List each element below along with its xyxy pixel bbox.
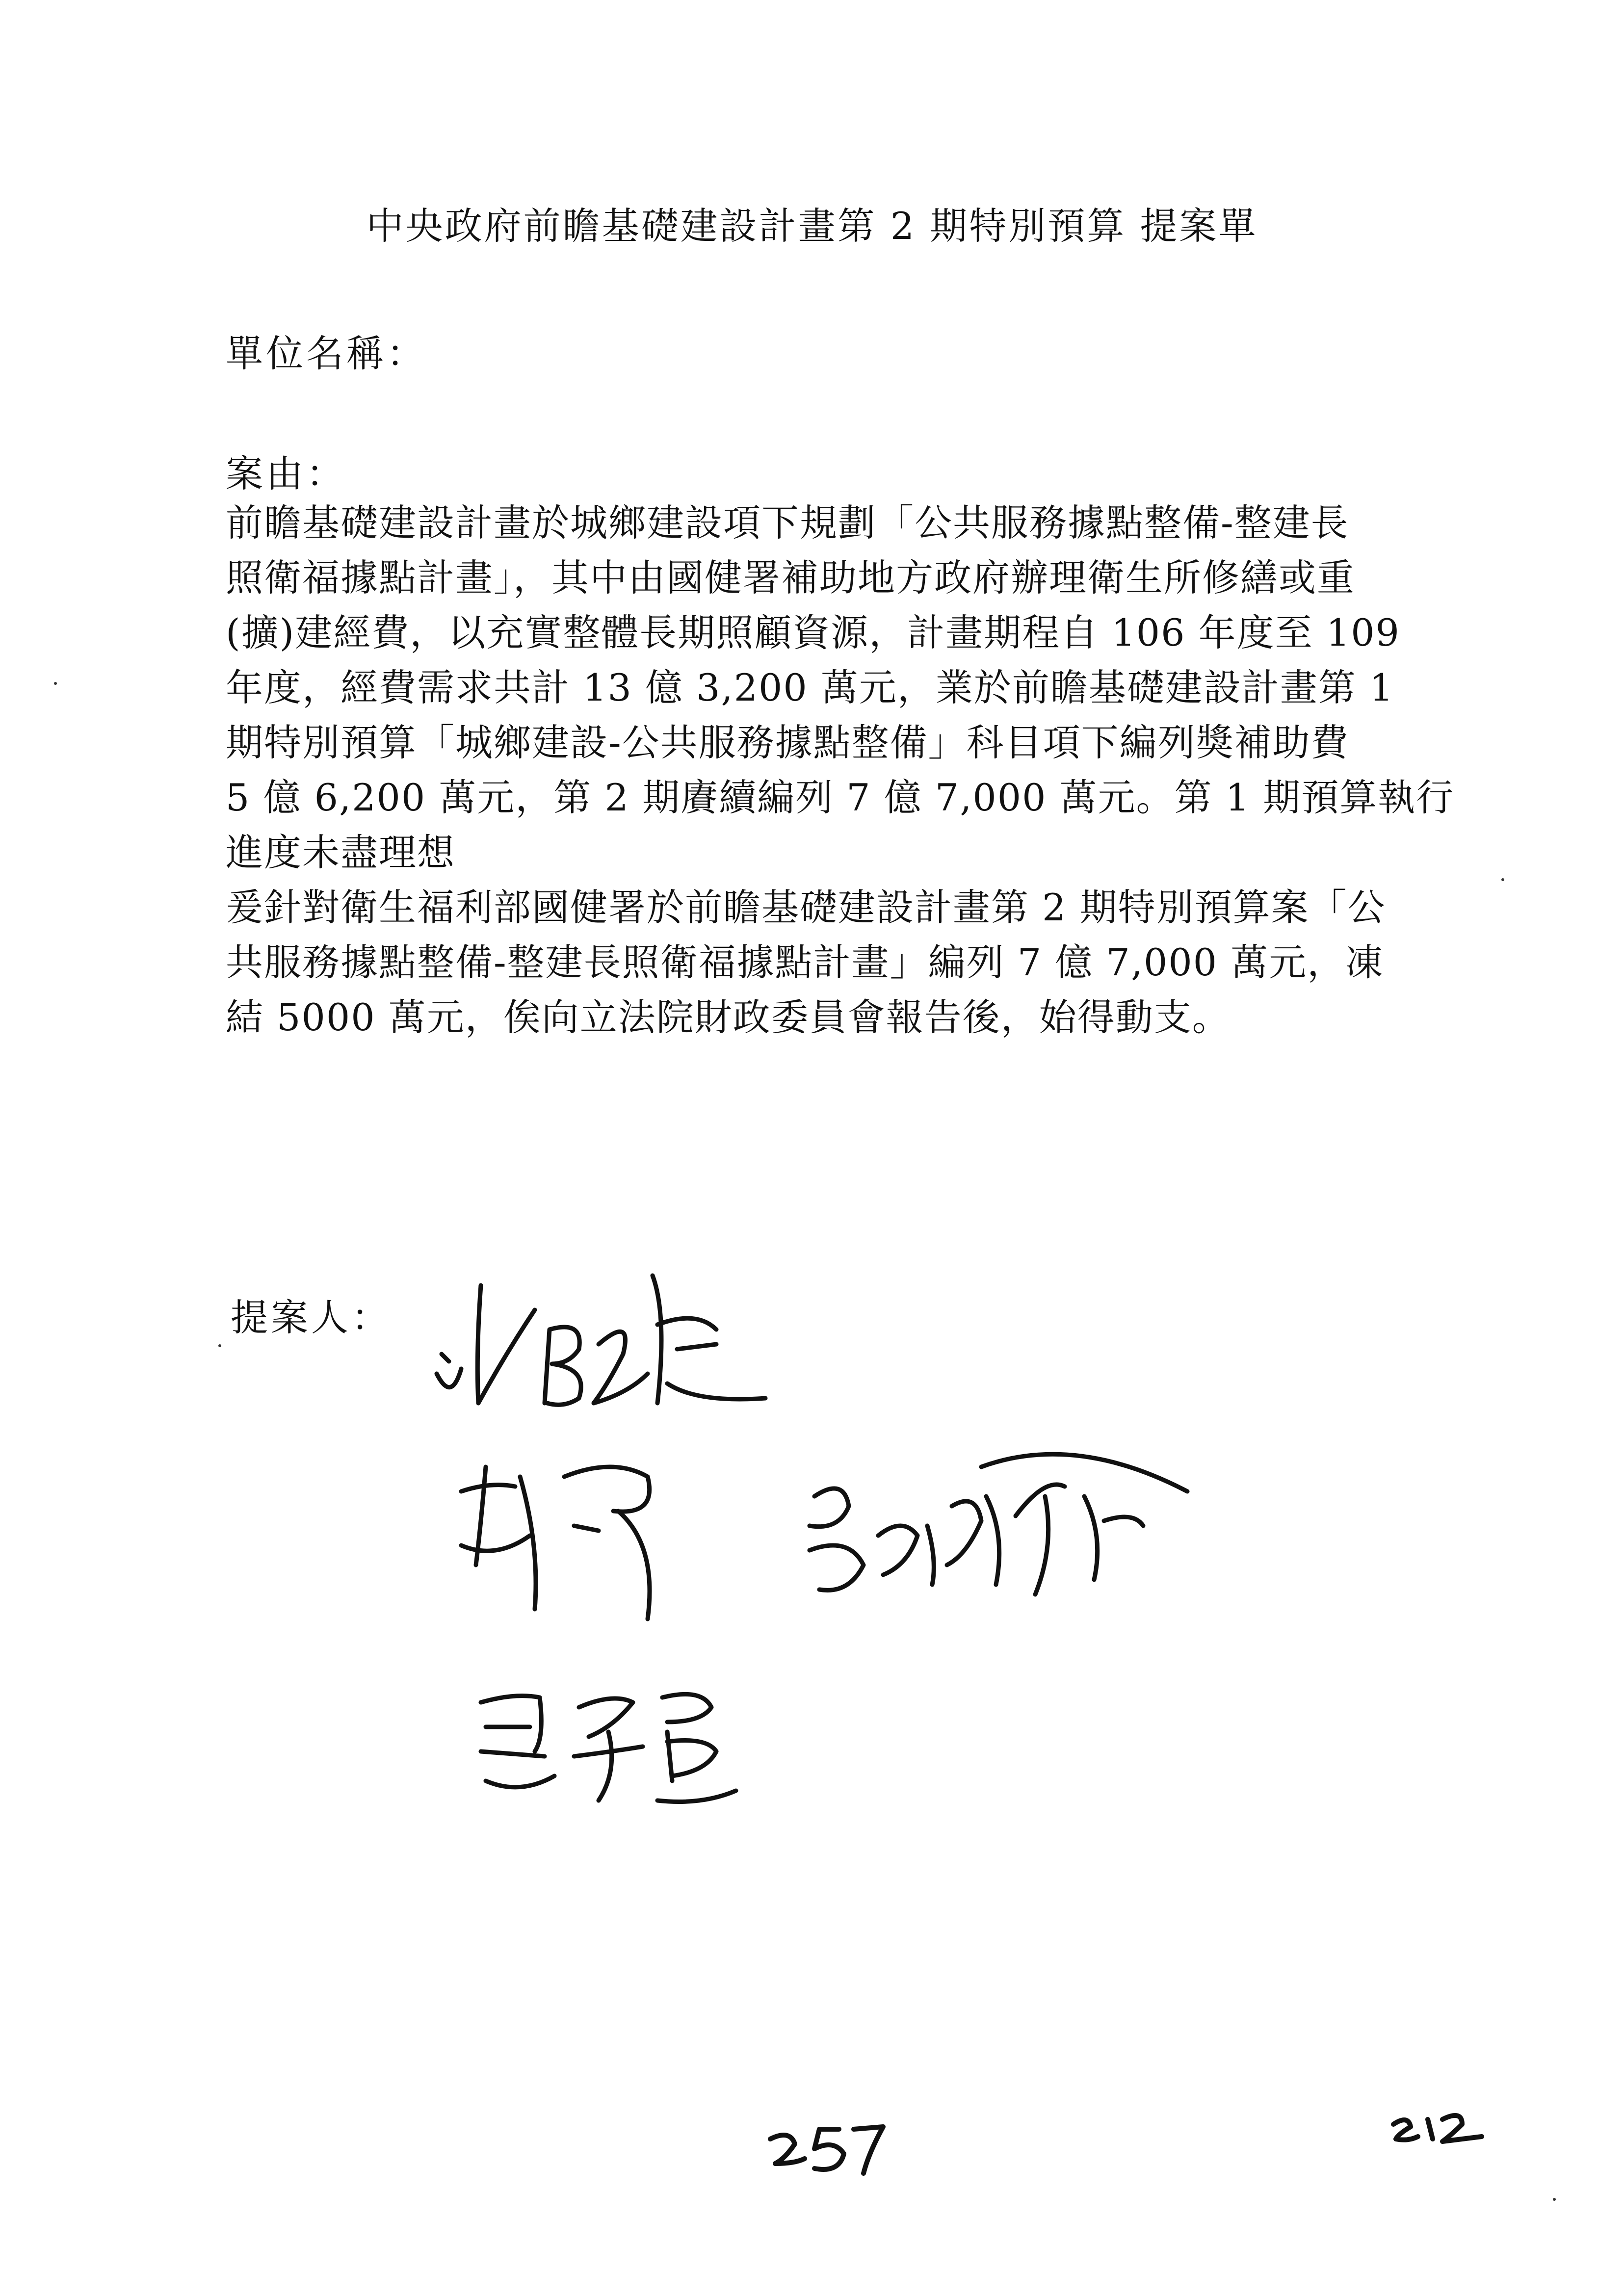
proposer-label: 提案人：	[231, 1296, 392, 1339]
signature-1	[422, 1256, 795, 1418]
scan-speck	[218, 1344, 221, 1347]
scan-speck	[1501, 878, 1504, 881]
page-mark-right	[1388, 2105, 1487, 2149]
body-line: (擴)建經費，以充實整體長期照顧資源，計畫期程自 106 年度至 109	[226, 611, 1400, 654]
body-line: 期特別預算「城鄉建設-公共服務據點整備」科目項下編列獎補助費	[226, 721, 1349, 764]
scan-speck	[1553, 2198, 1556, 2201]
signature-3	[790, 1437, 1192, 1614]
body-line: 5 億 6,200 萬元，第 2 期賡續編列 7 億 7,000 萬元。第 1 期預算執行	[226, 776, 1455, 819]
body-line: 爰針對衛生福利部國健署於前瞻基礎建設計畫第 2 期特別預算案「公	[226, 886, 1386, 929]
scan-speck	[54, 682, 57, 685]
body-line: 結 5000 萬元，俟向立法院財政委員會報告後，始得動支。	[226, 995, 1231, 1039]
body-line: 共服務據點整備-整建長照衛福據點計畫」編列 7 億 7,000 萬元，凍	[226, 940, 1384, 984]
reason-body	[226, 496, 1455, 1045]
body-line: 年度，經費需求共計 13 億 3,200 萬元，業於前瞻基礎建設計畫第 1	[226, 666, 1394, 709]
document-title: 中央政府前瞻基礎建設計畫第 2 期特別預算 提案單	[366, 204, 1258, 248]
signature-4	[471, 1663, 746, 1810]
reason-label: 案由：	[226, 452, 346, 496]
body-line: 進度未盡理想	[226, 831, 455, 874]
unit-name-label: 單位名稱：	[226, 332, 427, 375]
body-line: 照衛福據點計畫」，其中由國健署補助地方政府辦理衛生所修繕或重	[226, 556, 1355, 600]
signature-2	[451, 1447, 707, 1624]
page-mark-center	[765, 2110, 893, 2178]
body-line: 前瞻基礎建設計畫於城鄉建設項下規劃「公共服務據點整備-整建長	[226, 501, 1349, 545]
